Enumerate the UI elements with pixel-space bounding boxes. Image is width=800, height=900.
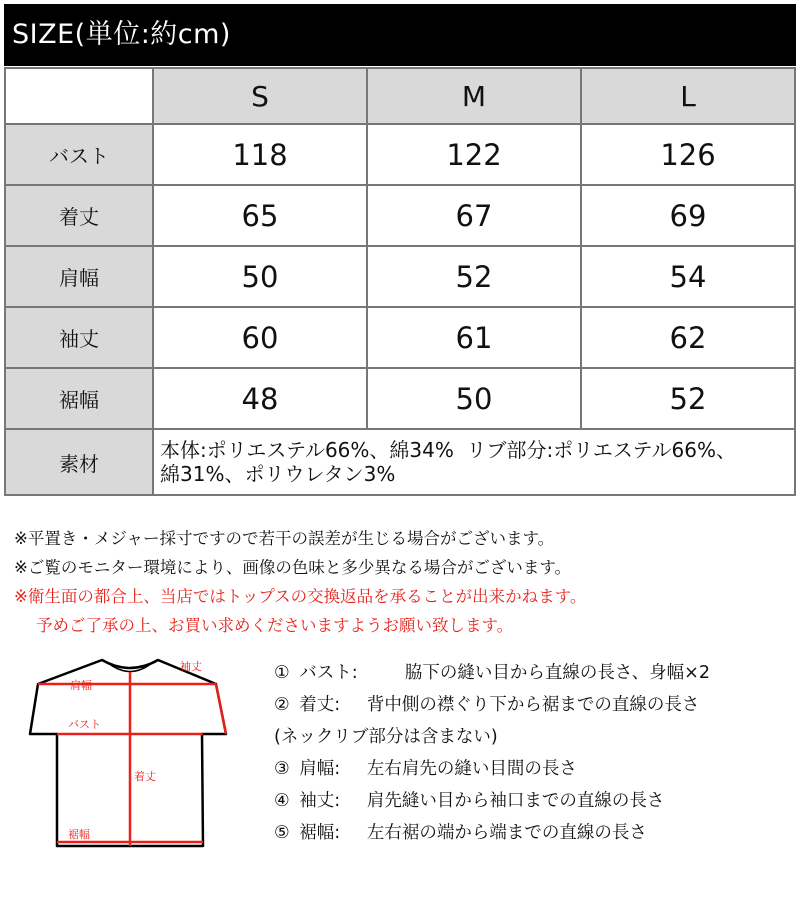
material-line-1: 本体:ポリエステル66%、綿34% リブ部分:ポリエステル66%、 — [160, 438, 736, 462]
note-no-returns: ※衛生面の都合上、当店ではトップスの交換返品を承ることが出来かねます。 — [14, 587, 587, 606]
diagram-label-hem: 裾幅 — [68, 828, 90, 841]
definition-number: ③ — [274, 759, 290, 779]
table-cell: 126 — [581, 124, 795, 185]
diagram-label-shoulder: 肩幅 — [70, 679, 92, 692]
table-cell: 54 — [581, 246, 795, 307]
table-cell: 122 — [367, 124, 581, 185]
definition-term: 裾幅: — [299, 823, 341, 843]
table-cell: 61 — [367, 307, 581, 368]
definition-desc: (ネックリブ部分は含まない) — [274, 727, 498, 747]
table-cell: 67 — [367, 185, 581, 246]
table-row — [5, 124, 795, 185]
note-measurement: ※平置き・メジャー採寸ですので若干の誤差が生じる場合がございます。 — [14, 529, 555, 548]
row-label-hem: 裾幅 — [5, 368, 153, 429]
table-cell: 118 — [153, 124, 367, 185]
table-cell: 62 — [581, 307, 795, 368]
definition-term: 着丈: — [299, 695, 341, 715]
table-cell: 52 — [367, 246, 581, 307]
notes — [14, 524, 586, 640]
table-cell: 69 — [581, 185, 795, 246]
definition-number: ④ — [274, 791, 290, 811]
table-cell: 65 — [153, 185, 367, 246]
definition-desc: 背中側の襟ぐり下から裾までの直線の長さ — [366, 695, 700, 715]
definition-row — [274, 785, 710, 817]
size-header-s: S — [153, 68, 367, 124]
table-cell: 48 — [153, 368, 367, 429]
table-row — [5, 185, 795, 246]
definition-desc: 左右裾の端から端までの直線の長さ — [366, 823, 647, 843]
tshirt-diagram — [20, 650, 240, 855]
definition-row — [274, 817, 710, 849]
note-monitor: ※ご覧のモニター環境により、画像の色味と多少異なる場合がございます。 — [14, 558, 572, 577]
table-row-material — [5, 429, 795, 495]
definition-desc: 脇下の縫い目から直線の長さ、身幅×2 — [404, 663, 710, 683]
measurement-lines — [38, 672, 226, 846]
table-row — [5, 368, 795, 429]
table-cell: 50 — [367, 368, 581, 429]
diagram-label-sleeve: 袖丈 — [180, 660, 202, 673]
row-label-material: 素材 — [5, 429, 153, 495]
material-line-2: 綿31%、ポリウレタン3% — [160, 462, 396, 486]
definition-desc: 左右肩先の縫い目間の長さ — [366, 759, 577, 779]
definition-row — [274, 721, 710, 753]
row-label-sleeve: 袖丈 — [5, 307, 153, 368]
table-row — [5, 307, 795, 368]
definition-number: ① — [274, 663, 290, 683]
definition-number: ② — [274, 695, 290, 715]
measurement-definitions — [274, 657, 710, 849]
tshirt-outline-icon — [20, 650, 240, 855]
row-label-bust: バスト — [5, 124, 153, 185]
size-table — [4, 67, 796, 496]
size-header-m: M — [367, 68, 581, 124]
size-header-l: L — [581, 68, 795, 124]
definition-term: 袖丈: — [299, 791, 341, 811]
table-cell: 52 — [581, 368, 795, 429]
definition-term: 肩幅: — [299, 759, 341, 779]
definition-term: バスト: — [299, 663, 358, 683]
definition-row — [274, 657, 710, 689]
table-corner-cell — [5, 68, 153, 124]
row-label-shoulder: 肩幅 — [5, 246, 153, 307]
note-understanding: 予めご了承の上、お買い求めくださいますようお願い致します。 — [36, 616, 514, 635]
material-cell — [153, 429, 795, 495]
definition-number: ⑤ — [274, 823, 290, 843]
table-cell: 60 — [153, 307, 367, 368]
diagram-label-length: 着丈 — [134, 770, 156, 783]
table-header-row — [5, 68, 795, 124]
table-cell: 50 — [153, 246, 367, 307]
size-header: SIZE(単位:約cm) — [4, 4, 796, 66]
row-label-length: 着丈 — [5, 185, 153, 246]
definition-row — [274, 753, 710, 785]
table-row — [5, 246, 795, 307]
definition-row — [274, 689, 710, 721]
definition-desc: 肩先縫い目から袖口までの直線の長さ — [366, 791, 665, 811]
diagram-label-bust: バスト — [68, 718, 101, 731]
